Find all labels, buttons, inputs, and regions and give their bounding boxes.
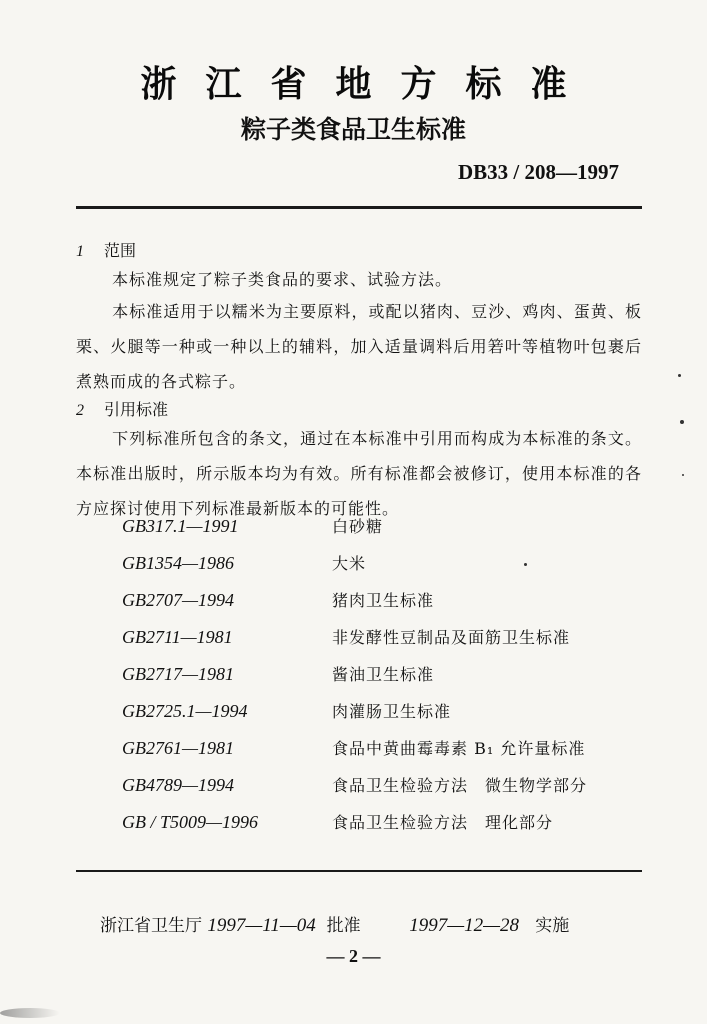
- page-number: — 2 —: [326, 946, 381, 966]
- approval-line: [100, 912, 569, 940]
- reference-name: 大米: [332, 554, 367, 573]
- reference-name: 白砂糖: [332, 517, 384, 536]
- reference-item: [122, 585, 434, 615]
- reference-code: GB317.1—1991: [122, 516, 239, 536]
- reference-code: GB1354—1986: [122, 553, 234, 573]
- reference-code: GB4789—1994: [122, 775, 234, 795]
- reference-name: 非发酵性豆制品及面筋卫生标准: [332, 628, 571, 647]
- reference-code: GB / T5009—1996: [122, 812, 259, 832]
- reference-code: GB2711—1981: [122, 627, 233, 647]
- scan-speck: [682, 474, 684, 476]
- reference-code: GB2707—1994: [122, 590, 234, 610]
- effective-label: 实施: [535, 916, 570, 936]
- reference-name: 食品卫生检验方法 理化部分: [332, 813, 554, 832]
- issuer: 浙江省卫生厅: [100, 916, 202, 936]
- reference-item: [122, 622, 570, 652]
- effective-date: 1997—12—28: [409, 915, 520, 936]
- standard-subtitle: 粽子类食品卫生标准: [240, 115, 466, 144]
- paragraph-text: 下列标准所包含的条文，通过在本标准中引用而构成为本标准的条文。本标准出版时，所示版本均为有效。所有标准都会被修订，使用本标准的各方应探讨使用下列标准最新版本的可能性。: [76, 429, 642, 518]
- paragraph-text: 本标准规定了粽子类食品的要求、试验方法。: [112, 270, 453, 289]
- reference-item: [122, 770, 587, 800]
- paragraph-text: 本标准适用于以糯米为主要原料，或配以猪肉、豆沙、鸡肉、蛋黄、板栗、火腿等一种或一种以上的辅料，加入适量调料后用箬叶等植物叶包裹后煮熟而成的各式粽子。: [76, 302, 642, 391]
- approve-date: 1997—11—04: [207, 915, 316, 936]
- reference-name: 酱油卫生标准: [332, 665, 435, 684]
- reference-item: [122, 548, 366, 578]
- document-number: DB33 / 208—1997: [457, 160, 619, 184]
- header-rule: [76, 206, 642, 209]
- scan-speck: [524, 563, 527, 566]
- reference-code: GB2725.1—1994: [122, 701, 248, 721]
- reference-item: [122, 807, 553, 837]
- reference-name: 食品中黄曲霉毒素 B₁ 允许量标准: [332, 739, 586, 758]
- reference-code: GB2717—1981: [122, 664, 234, 684]
- scan-speck: [680, 420, 684, 424]
- reference-code: GB2761—1981: [122, 738, 234, 758]
- reference-name: 食品卫生检验方法 微生物学部分: [332, 776, 588, 795]
- section-1-paragraph-1: [76, 262, 642, 297]
- reference-name: 肉灌肠卫生标准: [332, 702, 452, 721]
- section-number: 2: [76, 402, 84, 419]
- section-2-heading: [76, 397, 168, 420]
- reference-item: [122, 696, 451, 726]
- section-number: 1: [76, 243, 84, 260]
- reference-item: [122, 733, 585, 763]
- standard-title: 浙江省地方标准: [140, 64, 596, 105]
- footer-rule: [76, 870, 642, 872]
- scan-speck: [678, 374, 681, 377]
- section-1-heading: [76, 238, 136, 261]
- reference-name: 猪肉卫生标准: [332, 591, 435, 610]
- section-title: 引用标准: [104, 400, 169, 419]
- scan-smudge: [0, 1008, 60, 1018]
- reference-item: [122, 659, 434, 689]
- reference-item: [122, 511, 383, 541]
- section-title: 范围: [104, 241, 137, 260]
- approve-label: 批准: [326, 916, 361, 936]
- section-1-paragraph-2: [76, 294, 642, 399]
